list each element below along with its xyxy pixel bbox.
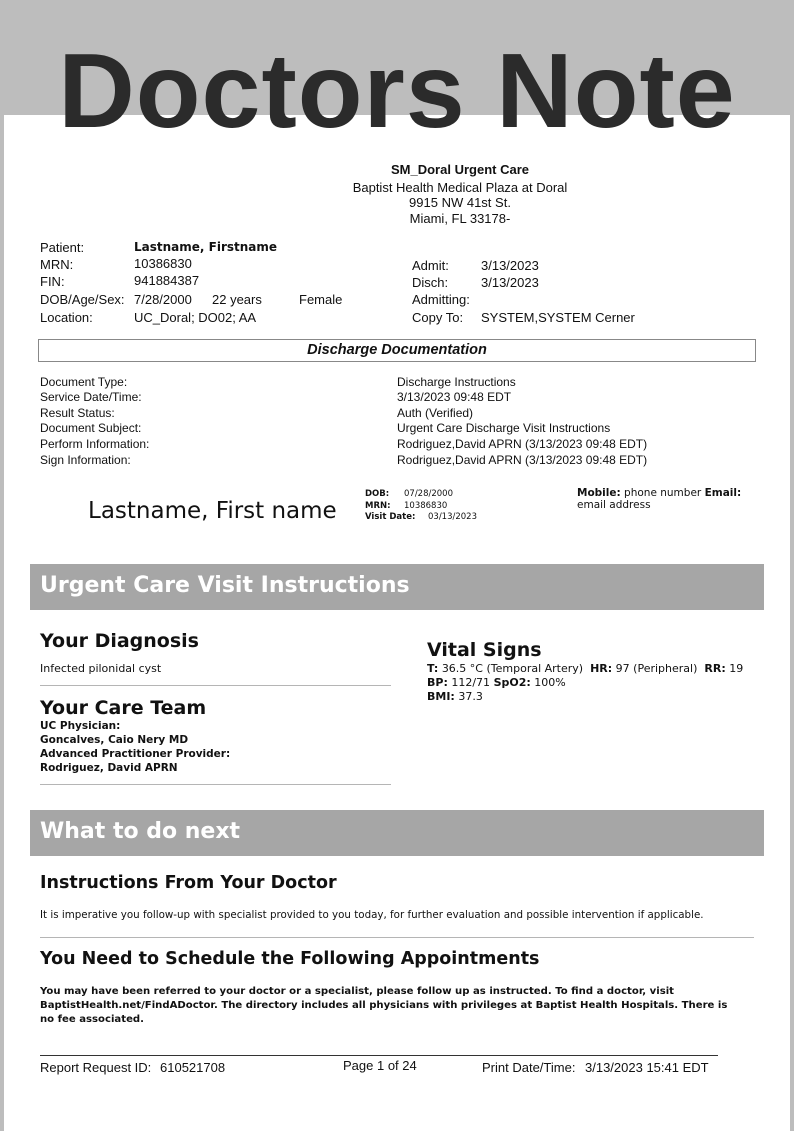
facility-name: SM_Doral Urgent Care xyxy=(391,162,529,177)
rr-label: RR: xyxy=(704,662,726,675)
facility-address-3: Miami, FL 33178- xyxy=(409,211,511,226)
discharge-row-label: Perform Information: xyxy=(40,437,150,451)
visit-instructions-heading: Urgent Care Visit Instructions xyxy=(40,573,410,598)
discharge-row-label: Document Type: xyxy=(40,375,128,389)
temp-value: 36.5 °C (Temporal Artery) xyxy=(441,662,584,675)
facility-address-2: 9915 NW 41st St. xyxy=(409,195,511,210)
diagnosis-title: Your Diagnosis xyxy=(40,630,199,652)
patient-name: Lastname, Firstname xyxy=(134,240,278,254)
report-request-label: Report Request ID: xyxy=(40,1060,152,1075)
bp-value: 112/71 xyxy=(451,676,491,689)
pb-email-label: Email: xyxy=(704,487,742,499)
copy-to-label: Copy To: xyxy=(412,310,464,325)
instructions-text: It is imperative you follow-up with specialist provided to you today, for further evaluation and possible intervention if applicable. xyxy=(40,909,704,921)
discharge-row-label: Result Status: xyxy=(40,406,115,420)
care-team-title: Your Care Team xyxy=(40,697,207,719)
facility-address-1: Baptist Health Medical Plaza at Doral xyxy=(352,180,568,195)
discharge-row-label: Sign Information: xyxy=(40,453,131,467)
spo2-value: 100% xyxy=(534,676,566,689)
footer-divider xyxy=(40,1055,718,1056)
fin-label: FIN: xyxy=(40,274,65,289)
doctors-note-title: Doctors Note xyxy=(58,32,736,150)
what-next-band xyxy=(30,810,764,856)
page-number: Page 1 of 24 xyxy=(343,1058,417,1073)
age-value: 22 years xyxy=(212,292,262,307)
what-next-heading: What to do next xyxy=(40,819,241,844)
discharge-row-value: Auth (Verified) xyxy=(397,406,474,420)
location-value: UC_Doral; DO02; AA xyxy=(134,310,257,325)
appointments-line-1: You may have been referred to your doctor or a specialist, please follow up as instructed. To find a doctor, visit xyxy=(40,986,674,997)
discharge-row-label: Document Subject: xyxy=(40,421,142,435)
admit-value: 3/13/2023 xyxy=(481,258,539,273)
admit-label: Admit: xyxy=(412,258,449,273)
copy-to-value: SYSTEM,SYSTEM Cerner xyxy=(481,310,635,325)
pb-mrn-value: 10386830 xyxy=(404,501,448,511)
pb-visit-value: 03/13/2023 xyxy=(428,512,477,522)
appointments-line-2: BaptistHealth.net/FindADoctor. The directory includes all physicians with privileges at Baptist Health Hospitals. There is xyxy=(40,1000,728,1011)
ap-provider-label: Advanced Practitioner Provider: xyxy=(40,748,231,760)
bmi-label: BMI: xyxy=(427,690,455,703)
hr-value: 97 (Peripheral) xyxy=(615,662,698,675)
instructions-title: Instructions From Your Doctor xyxy=(40,873,337,893)
discharge-documentation-box xyxy=(38,339,756,362)
admitting-label: Admitting: xyxy=(412,292,470,307)
diagnosis-text: Infected pilonidal cyst xyxy=(40,662,162,675)
print-datetime-value: 3/13/2023 15:41 EDT xyxy=(585,1060,709,1075)
ap-provider-name: Rodriguez, David APRN xyxy=(40,762,178,774)
discharge-row-value: 3/13/2023 09:48 EDT xyxy=(397,390,512,404)
uc-physician-name: Goncalves, Caio Nery MD xyxy=(40,734,189,746)
discharge-row-value: Rodriguez,David APRN (3/13/2023 09:48 EDT) xyxy=(397,437,648,451)
instructions-divider xyxy=(40,937,754,938)
patient-label: Patient: xyxy=(40,240,85,255)
pb-mrn-label: MRN: xyxy=(365,501,391,511)
pb-email-value: email address xyxy=(577,499,651,511)
visit-instructions-band xyxy=(30,564,764,610)
hr-label: HR: xyxy=(590,662,613,675)
mrn-label: MRN: xyxy=(40,257,74,272)
discharge-row-value: Discharge Instructions xyxy=(397,375,516,389)
uc-physician-label: UC Physician: xyxy=(40,720,121,732)
temp-label: T: xyxy=(427,662,439,675)
discharge-row-value: Rodriguez,David APRN (3/13/2023 09:48 EDT) xyxy=(397,453,648,467)
appointments-line-3: no fee associated. xyxy=(40,1014,144,1025)
appointments-title: You Need to Schedule the Following Appointments xyxy=(40,949,540,969)
pb-visit-label: Visit Date: xyxy=(365,512,416,522)
diagnosis-divider xyxy=(40,685,391,686)
pb-dob-label: DOB: xyxy=(365,489,390,499)
pb-mobile-value: phone number xyxy=(624,487,702,499)
bp-label: BP: xyxy=(427,676,448,689)
rr-value: 19 xyxy=(729,662,744,675)
spo2-label: SpO2: xyxy=(493,676,531,689)
document-page xyxy=(4,115,790,1131)
discharge-row-value: Urgent Care Discharge Visit Instructions xyxy=(397,421,611,435)
discharge-documentation-title: Discharge Documentation xyxy=(307,342,487,358)
disch-value: 3/13/2023 xyxy=(481,275,539,290)
report-request-value: 610521708 xyxy=(160,1060,226,1075)
bmi-value: 37.3 xyxy=(458,690,483,703)
location-label: Location: xyxy=(40,310,93,325)
care-team-divider xyxy=(40,784,391,785)
mrn-value: 10386830 xyxy=(134,256,192,271)
discharge-row-label: Service Date/Time: xyxy=(40,390,142,404)
patient-full-name: Lastname, First name xyxy=(88,498,337,524)
vital-signs-title: Vital Signs xyxy=(427,639,542,661)
pb-mobile-label: Mobile: xyxy=(577,487,621,499)
dob-label: DOB/Age/Sex: xyxy=(40,292,125,307)
dob-value: 7/28/2000 xyxy=(134,292,192,307)
print-datetime-label: Print Date/Time: xyxy=(482,1060,576,1075)
disch-label: Disch: xyxy=(412,275,449,290)
fin-value: 941884387 xyxy=(134,273,200,288)
pb-dob-value: 07/28/2000 xyxy=(404,489,453,499)
sex-value: Female xyxy=(299,292,343,307)
